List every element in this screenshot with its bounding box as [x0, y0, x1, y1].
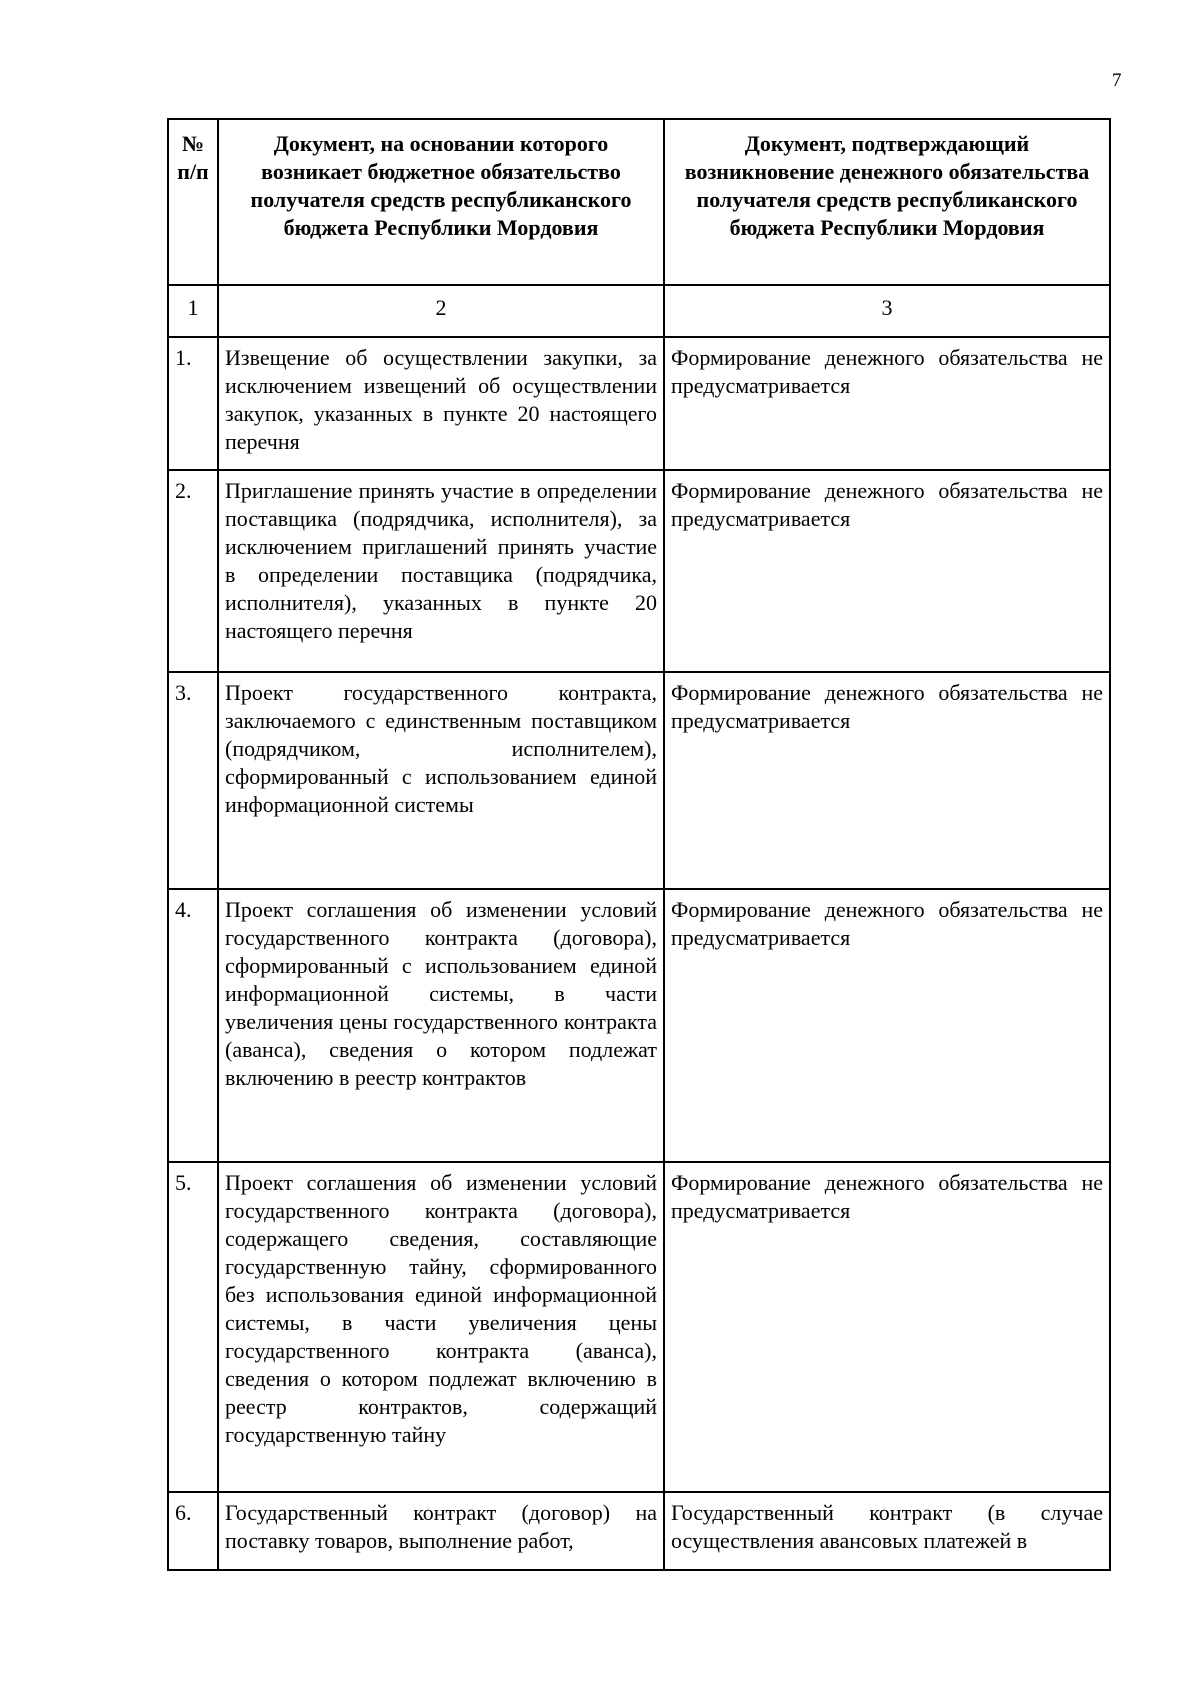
- table-row: [168, 672, 1110, 889]
- row-basis-document: Государственный контракт (договор) на поставку товаров, выполнение работ,: [218, 1492, 664, 1570]
- row-basis-document: Проект государственного контракта, заключаемого с единственным поставщиком (подрядчиком, исполнителем), сформированный с использованием единой информационной системы: [218, 672, 664, 889]
- table-row: [168, 337, 1110, 470]
- table-row: [168, 889, 1110, 1162]
- row-number: 4.: [168, 889, 218, 1162]
- row-confirming-document: Государственный контракт (в случае осуществления авансовых платежей в: [664, 1492, 1110, 1570]
- column-number: 3: [664, 285, 1110, 337]
- row-confirming-document: Формирование денежного обязательства не предусматривается: [664, 672, 1110, 889]
- header-basis-document: Документ, на основании которого возникает бюджетное обязательство получателя средств республиканского бюджета Республики Мордовия: [218, 119, 664, 285]
- column-number: 1: [168, 285, 218, 337]
- row-number: 3.: [168, 672, 218, 889]
- table-header-row: [168, 119, 1110, 285]
- row-confirming-document: Формирование денежного обязательства не предусматривается: [664, 337, 1110, 470]
- obligations-table: [167, 118, 1111, 1571]
- table-row: [168, 1162, 1110, 1492]
- row-basis-document: Приглашение принять участие в определении поставщика (подрядчика, исполнителя), за исключением приглашений принять участие в определении поставщика (подрядчика, исполнителя), указанных в пункте 20 настоящего перечня: [218, 470, 664, 672]
- table-row: [168, 470, 1110, 672]
- table-row: [168, 1492, 1110, 1570]
- row-number: 2.: [168, 470, 218, 672]
- row-basis-document: Проект соглашения об изменении условий государственного контракта (договора), содержащего сведения, составляющие государственную тайну, сформированного без использования единой информационной системы, в части увеличения цены государственного контракта (аванса), сведения о котором подлежат включению в реестр контрактов, содержащий государственную тайну: [218, 1162, 664, 1492]
- page-number: 7: [1112, 70, 1122, 91]
- row-number: 5.: [168, 1162, 218, 1492]
- column-numbers-row: [168, 285, 1110, 337]
- row-number: 1.: [168, 337, 218, 470]
- row-confirming-document: Формирование денежного обязательства не предусматривается: [664, 889, 1110, 1162]
- row-basis-document: Извещение об осуществлении закупки, за исключением извещений об осуществлении закупок, указанных в пункте 20 настоящего перечня: [218, 337, 664, 470]
- header-confirming-document: Документ, подтверждающий возникновение денежного обязательства получателя средств республиканского бюджета Республики Мордовия: [664, 119, 1110, 285]
- row-confirming-document: Формирование денежного обязательства не предусматривается: [664, 470, 1110, 672]
- row-basis-document: Проект соглашения об изменении условий государственного контракта (договора), сформированный с использованием единой информационной системы, в части увеличения цены государственного контракта (аванса), сведения о котором подлежат включению в реестр контрактов: [218, 889, 664, 1162]
- row-number: 6.: [168, 1492, 218, 1570]
- column-number: 2: [218, 285, 664, 337]
- row-confirming-document: Формирование денежного обязательства не предусматривается: [664, 1162, 1110, 1492]
- header-number: № п/п: [168, 119, 218, 285]
